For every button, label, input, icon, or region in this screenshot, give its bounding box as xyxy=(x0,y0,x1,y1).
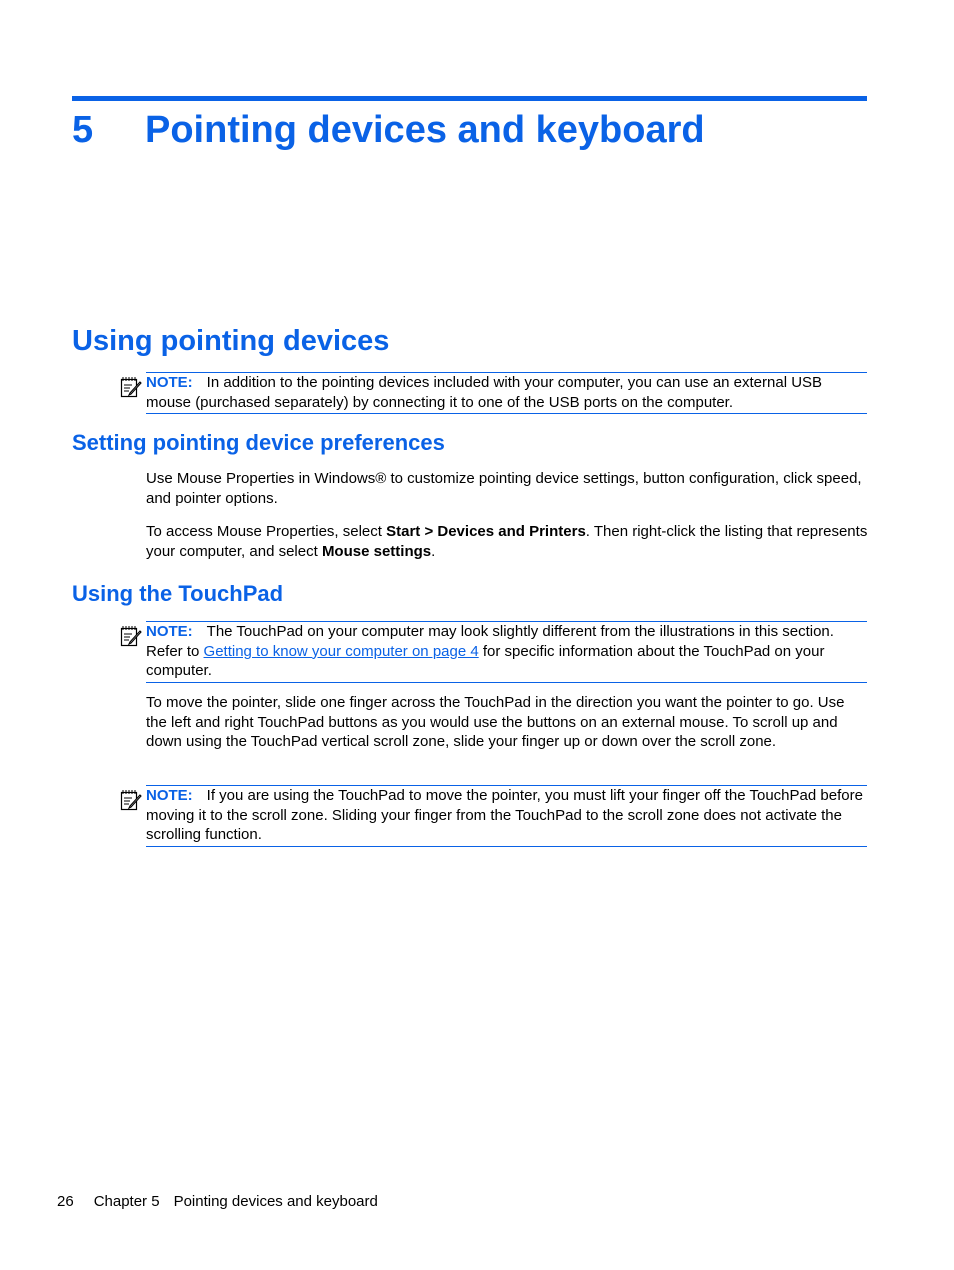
paragraph-access-mouse-properties xyxy=(146,522,868,561)
section-heading-setting-preferences: Setting pointing device preferences xyxy=(72,430,445,455)
chapter-number: 5 xyxy=(72,109,94,151)
menu-item-mouse-settings: Mouse settings xyxy=(321,542,432,560)
note-label: NOTE: xyxy=(146,787,193,804)
paragraph-move-pointer: To move the pointer, slide one finger across the TouchPad in the direction you want the pointer to go. Use the left and right TouchPad buttons as you would use the buttons on an external mouse. To scroll up and down using the TouchPad vertical scroll zone, slide your finger up or down over the scroll zone. xyxy=(146,694,845,751)
note-text: for specific information about the TouchPad on your computer. xyxy=(146,642,825,680)
note-icon xyxy=(120,789,142,811)
footer-chapter-title: Pointing devices and keyboard xyxy=(173,1193,378,1210)
menu-path-start-devices-printers: Start > Devices and Printers xyxy=(386,523,586,540)
section-heading-using-pointing-devices: Using pointing devices xyxy=(72,325,390,357)
paragraph-mouse-properties: Use Mouse Properties in Windows® to customize pointing device settings, button configuration, click speed, and pointer options. xyxy=(146,470,862,507)
note-icon xyxy=(120,625,142,647)
note-text: If you are using the TouchPad to move the pointer, you must lift your finger off the TouchPad before moving it to the scroll zone. Sliding your finger from the TouchPad to the scroll zone does not activate the scrolling function. xyxy=(146,787,863,844)
chapter-title: Pointing devices and keyboard xyxy=(145,109,705,151)
text-segment: . Then right-click the listing that represents your computer, and select xyxy=(146,523,868,560)
text-segment: To access Mouse Properties, select xyxy=(146,523,387,540)
note-scroll-zone xyxy=(146,785,867,847)
footer-page-number: 26 xyxy=(57,1193,74,1210)
note-label: NOTE: xyxy=(146,623,193,640)
note-text: The TouchPad on your computer may look slightly different from the illustrations in this section. Refer to xyxy=(146,623,834,660)
note-label: NOTE: xyxy=(146,374,193,391)
text-segment: . xyxy=(431,542,436,560)
note-text: In addition to the pointing devices included with your computer, you can use an external USB mouse (purchased separately) by connecting it to one of the USB ports on the computer. xyxy=(146,374,823,411)
note-external-mouse xyxy=(146,372,867,414)
footer-chapter-label: Chapter 5 xyxy=(93,1193,160,1210)
section-heading-using-touchpad: Using the TouchPad xyxy=(72,581,284,606)
chapter-rule xyxy=(72,96,867,101)
note-icon xyxy=(120,376,142,398)
page-footer xyxy=(57,1192,378,1211)
link-getting-to-know-your-computer[interactable]: Getting to know your computer on page 4 xyxy=(203,642,479,660)
note-touchpad-look xyxy=(146,621,867,683)
